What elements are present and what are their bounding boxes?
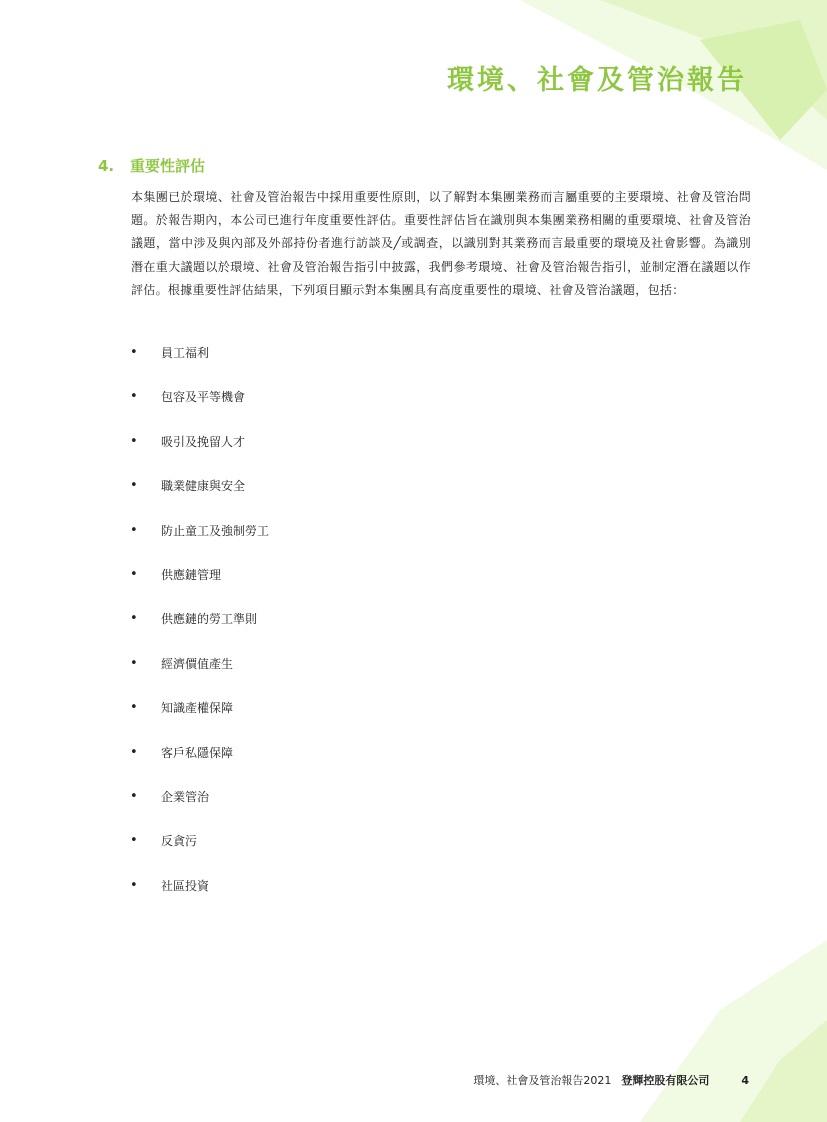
bullet-list bbox=[130, 343, 269, 920]
list-item bbox=[130, 698, 269, 742]
list-item bbox=[130, 387, 269, 431]
footer-company: 登輝控股有限公司 bbox=[621, 1074, 710, 1087]
list-item-label: 社區投資 bbox=[161, 878, 210, 893]
bullet-marker: • bbox=[130, 833, 138, 849]
section-paragraph: 本集團已於環境、社會及管治報告中採用重要性原則，以了解對本集團業務而言屬重要的主要環境、社會及管治問題。於報告期內，本公司已進行年度重要性評估。重要性評估旨在識別與本集團業務相關的重要環境、社會及管治議題，當中涉及與內部及外部持份者進行訪談及╱或調查，以識別對其業務而言最重要的環境及社會影響。為識別潛在重大議題以於環境、社會及管治報告指引中披露，我們參考環境、社會及管治報告指引，並制定潛在議題以作評估。根據重要性評估結果，下列項目顯示對本集團具有高度重要性的環境、社會及管治議題，包括： bbox=[131, 190, 751, 297]
bullet-marker: • bbox=[130, 478, 138, 494]
page-title: 環境、社會及管治報告 bbox=[447, 65, 747, 96]
list-item bbox=[130, 521, 269, 565]
page-number: 4 bbox=[741, 1074, 749, 1087]
list-item-label: 防止童工及強制勞工 bbox=[161, 523, 270, 538]
bullet-marker: • bbox=[130, 788, 138, 804]
bullet-marker: • bbox=[130, 566, 138, 582]
list-item-label: 員工福利 bbox=[161, 346, 210, 360]
list-item-label: 經濟價值產生 bbox=[161, 656, 234, 671]
list-item-label: 企業管治 bbox=[161, 789, 210, 804]
list-item-label: 供應鏈的勞工準則 bbox=[161, 612, 258, 627]
list-item bbox=[130, 743, 269, 787]
section-heading bbox=[98, 155, 205, 176]
footer-report-name: 環境、社會及管治報告2021 bbox=[473, 1074, 612, 1087]
list-item-label: 吸引及挽留人才 bbox=[161, 434, 246, 449]
list-item bbox=[130, 654, 269, 698]
bullet-marker: • bbox=[130, 389, 138, 405]
list-item-label: 供應鏈管理 bbox=[161, 567, 222, 582]
bullet-marker: • bbox=[130, 877, 138, 893]
list-item bbox=[130, 609, 269, 653]
bullet-marker: • bbox=[130, 744, 138, 760]
bullet-marker: • bbox=[130, 611, 138, 627]
bullet-marker: • bbox=[130, 700, 138, 716]
page-footer bbox=[473, 1072, 749, 1088]
bullet-marker: • bbox=[130, 655, 138, 671]
section-number: 4. bbox=[98, 157, 115, 175]
bullet-marker: • bbox=[130, 522, 138, 538]
list-item-label: 知識產權保障 bbox=[161, 701, 234, 716]
list-item bbox=[130, 476, 269, 520]
list-item-label: 包容及平等機會 bbox=[161, 390, 246, 405]
list-item bbox=[130, 876, 269, 920]
list-item bbox=[130, 787, 269, 831]
bullet-marker: • bbox=[130, 345, 138, 360]
list-item-label: 職業健康與安全 bbox=[161, 479, 246, 494]
section-title: 重要性評估 bbox=[130, 157, 206, 175]
list-item-label: 反貪污 bbox=[161, 834, 198, 849]
list-item bbox=[130, 831, 269, 875]
list-item bbox=[130, 343, 269, 387]
list-item bbox=[130, 432, 269, 476]
list-item-label: 客戶私隱保障 bbox=[161, 745, 234, 760]
list-item bbox=[130, 565, 269, 609]
bullet-marker: • bbox=[130, 433, 138, 449]
